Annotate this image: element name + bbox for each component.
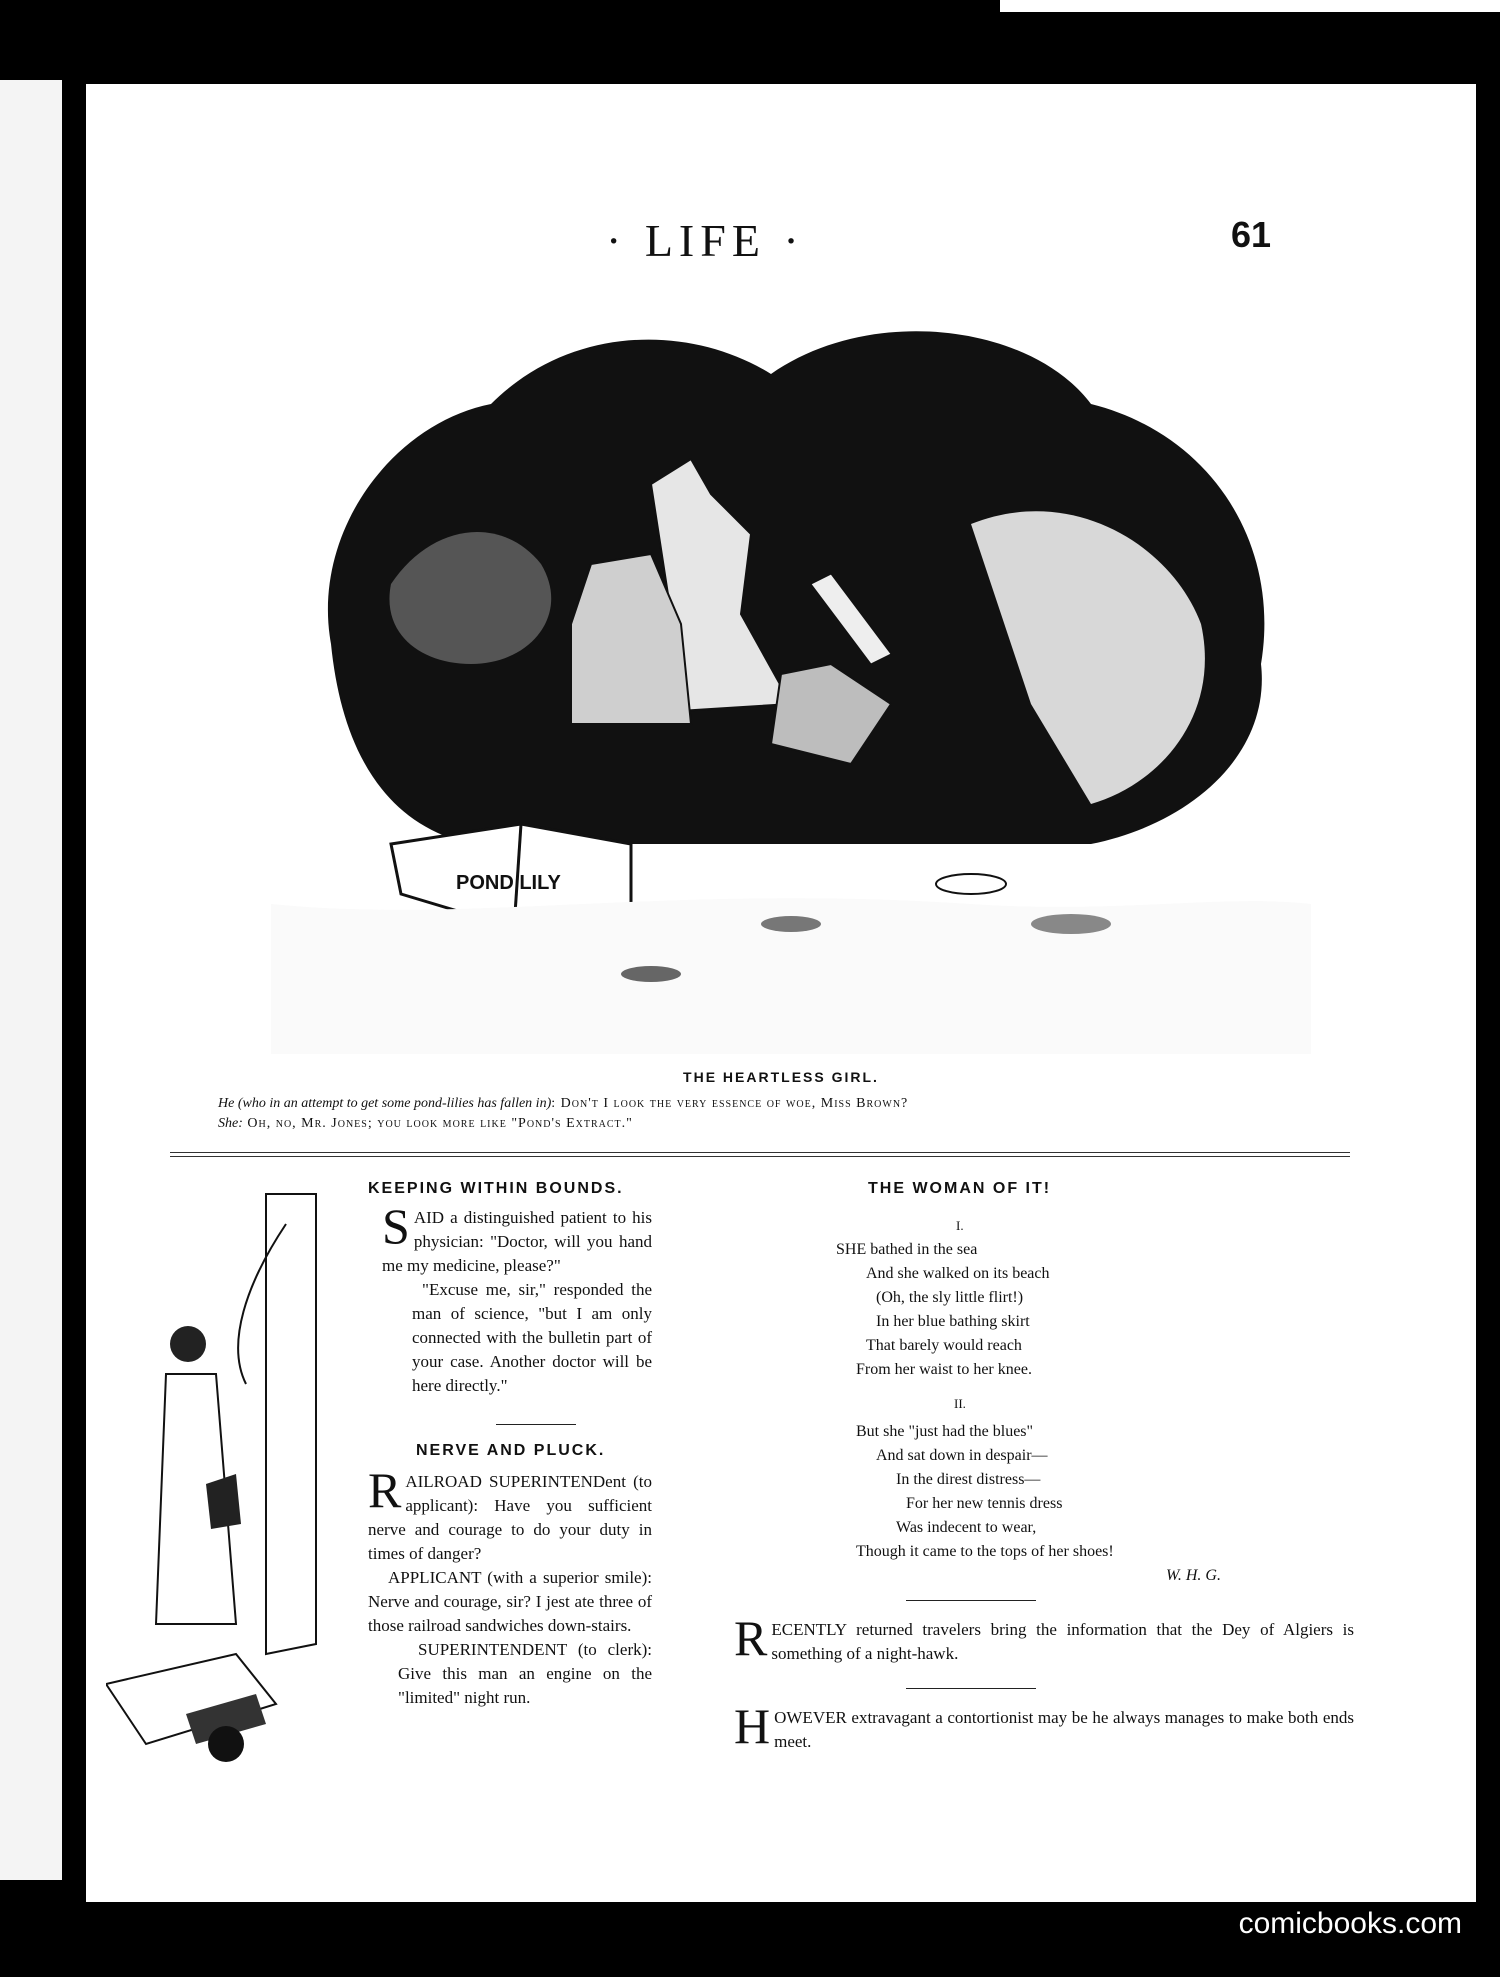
page-number: 61: [1231, 214, 1272, 255]
section-divider: [906, 1688, 1036, 1689]
poem-line: But she "just had the blues": [856, 1423, 1034, 1440]
caption-he-speech: : Don't I look the very essence of woe, Miss Brown?: [551, 1096, 909, 1111]
caption-she-line: [218, 1116, 633, 1132]
caption-he-label: He (who in an attempt to get some pond-lilies has fallen in): [218, 1096, 552, 1111]
keeping-within-bounds-title: KEEPING WITHIN BOUNDS.: [368, 1180, 624, 1197]
drop-cap-s: S: [382, 1198, 410, 1254]
nerve-and-pluck-title: NERVE AND PLUCK.: [416, 1442, 606, 1459]
section-divider: [906, 1600, 1036, 1601]
poem-line: In the direst distress—: [896, 1471, 1041, 1488]
contortionist-squib: [734, 1698, 1354, 1754]
poem-line: For her new tennis dress: [906, 1495, 1063, 1512]
squib2-text: OWEVER extravagant a contortionist may be he always manages to make both ends meet.: [774, 1708, 1354, 1751]
night-hawk-squib: [734, 1610, 1354, 1666]
poem-line: And she walked on its beach: [866, 1265, 1050, 1282]
keeping-within-bounds-body: [382, 1198, 652, 1398]
chinese-man-illustration: [106, 1184, 376, 1784]
poem-line: That barely would reach: [866, 1337, 1022, 1354]
poem-stanza-1: [836, 1238, 1050, 1382]
heartless-girl-illustration: [271, 284, 1311, 1054]
poem-line: Was indecent to wear,: [896, 1519, 1037, 1536]
article1-p2: "Excuse me, sir," responded the man of science, "but I am only connected with the bulletin part of your case. Another doctor will be here directly.": [412, 1280, 652, 1395]
magazine-title: · LIFE ·: [606, 215, 805, 266]
woman-of-it-title: THE WOMAN OF IT!: [868, 1180, 1052, 1197]
stanza-number-1: I.: [956, 1218, 964, 1233]
watermark: comicbooks.com: [1238, 1907, 1462, 1940]
article1-p1: AID a distinguished patient to his physician: "Doctor, will you hand me my medicine, please?": [382, 1208, 652, 1275]
magazine-page: [86, 84, 1476, 1902]
caption-she-label: She:: [218, 1116, 243, 1131]
poem-stanza-2: [856, 1420, 1114, 1564]
article2-p2: APPLICANT (with a superior smile): Nerve and courage, sir? I jest ate three of those railroad sandwiches down-stairs.: [368, 1568, 652, 1635]
drop-cap-r: R: [368, 1462, 402, 1518]
poem-line: From her waist to her knee.: [856, 1361, 1032, 1378]
caption-he-line: [218, 1096, 908, 1112]
caption-she-speech: Oh, no, Mr. Jones; you look more like "Pond's Extract.": [242, 1116, 633, 1131]
poem-line: And sat down in despair—: [876, 1447, 1048, 1464]
nerve-and-pluck-body: [368, 1462, 652, 1710]
stanza-number-2: II.: [954, 1396, 966, 1411]
poem-line: Though it came to the tops of her shoes!: [856, 1543, 1114, 1560]
poem-line: SHE bathed in the sea: [836, 1241, 978, 1258]
squib1-text: ECENTLY returned travelers bring the information that the Dey of Algiers is something of a night-hawk.: [771, 1620, 1354, 1663]
cartoon-title: THE HEARTLESS GIRL.: [683, 1069, 879, 1085]
left-page-edge: [0, 80, 62, 1880]
poem-line: In her blue bathing skirt: [876, 1313, 1030, 1330]
drop-cap-h: H: [734, 1698, 771, 1754]
double-rule-bottom: [170, 1156, 1350, 1157]
top-edge-paper: [1000, 0, 1500, 12]
poem-signature: W. H. G.: [1166, 1567, 1221, 1584]
section-divider: [496, 1424, 576, 1425]
drop-cap-r2: R: [734, 1610, 768, 1666]
boat-label: POND LILY: [456, 872, 561, 894]
poem-line: (Oh, the sly little flirt!): [876, 1289, 1024, 1306]
article2-p3: SUPERINTENDENT (to clerk): Give this man an engine on the "limited" night run.: [398, 1640, 652, 1707]
article2-p1: AILROAD SUPERINTENDent (to applicant): Have you sufficient nerve and courage to do your duty in times of danger?: [368, 1472, 652, 1563]
double-rule-top: [170, 1152, 1350, 1153]
